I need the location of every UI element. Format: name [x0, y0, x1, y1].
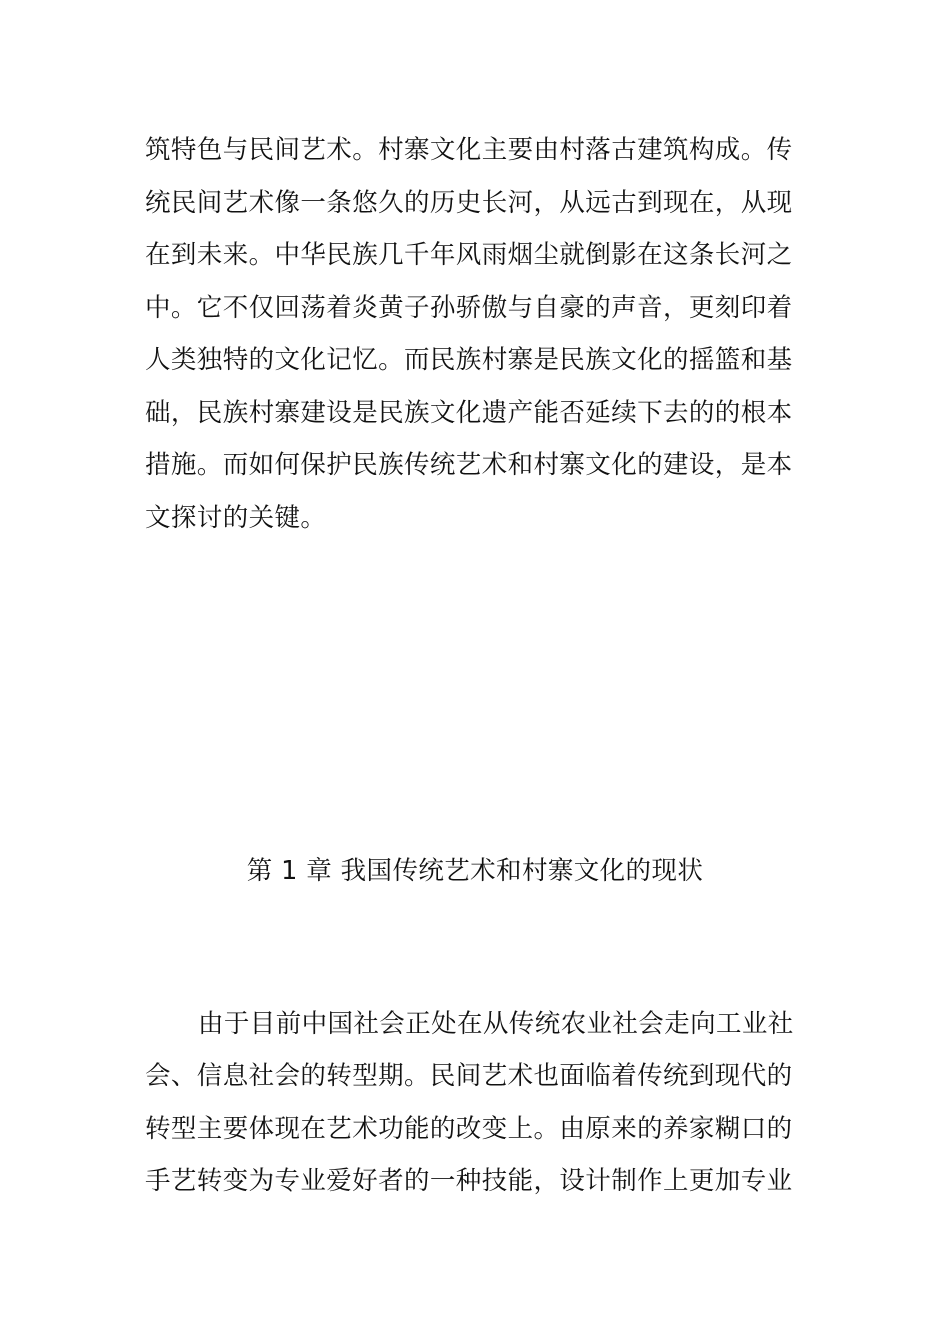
text-line: 文探讨的关键。 [145, 503, 327, 533]
text-line: 础，民族村寨建设是民族文化遗产能否延续下去的的根本 [145, 398, 793, 428]
text-line: 转型主要体现在艺术功能的改变上。由原来的养家糊口的 [145, 1114, 793, 1144]
text-line: 会、信息社会的转型期。民间艺术也面临着传统到现代的 [145, 1061, 793, 1091]
chapter-heading: 第 1 章 我国传统艺术和村寨文化的现状 [246, 856, 704, 886]
text-line: 措施。而如何保护民族传统艺术和村寨文化的建设，是本 [145, 450, 793, 480]
text-line: 手艺转变为专业爱好者的一种技能，设计制作上更加专业 [145, 1166, 793, 1196]
text-line: 中。它不仅回荡着炎黄子孙骄傲与自豪的声音，更刻印着 [145, 293, 793, 323]
text-line: 筑特色与民间艺术。村寨文化主要由村落古建筑构成。传 [145, 135, 793, 165]
text-line: 人类独特的文化记忆。而民族村寨是民族文化的摇篮和基 [145, 345, 793, 375]
text-line: 由于目前中国社会正处在从传统农业社会走向工业社 [198, 1009, 794, 1039]
text-line: 在到未来。中华民族几千年风雨烟尘就倒影在这条长河之 [145, 240, 793, 270]
text-line: 统民间艺术像一条悠久的历史长河，从远古到现在，从现 [145, 188, 793, 218]
